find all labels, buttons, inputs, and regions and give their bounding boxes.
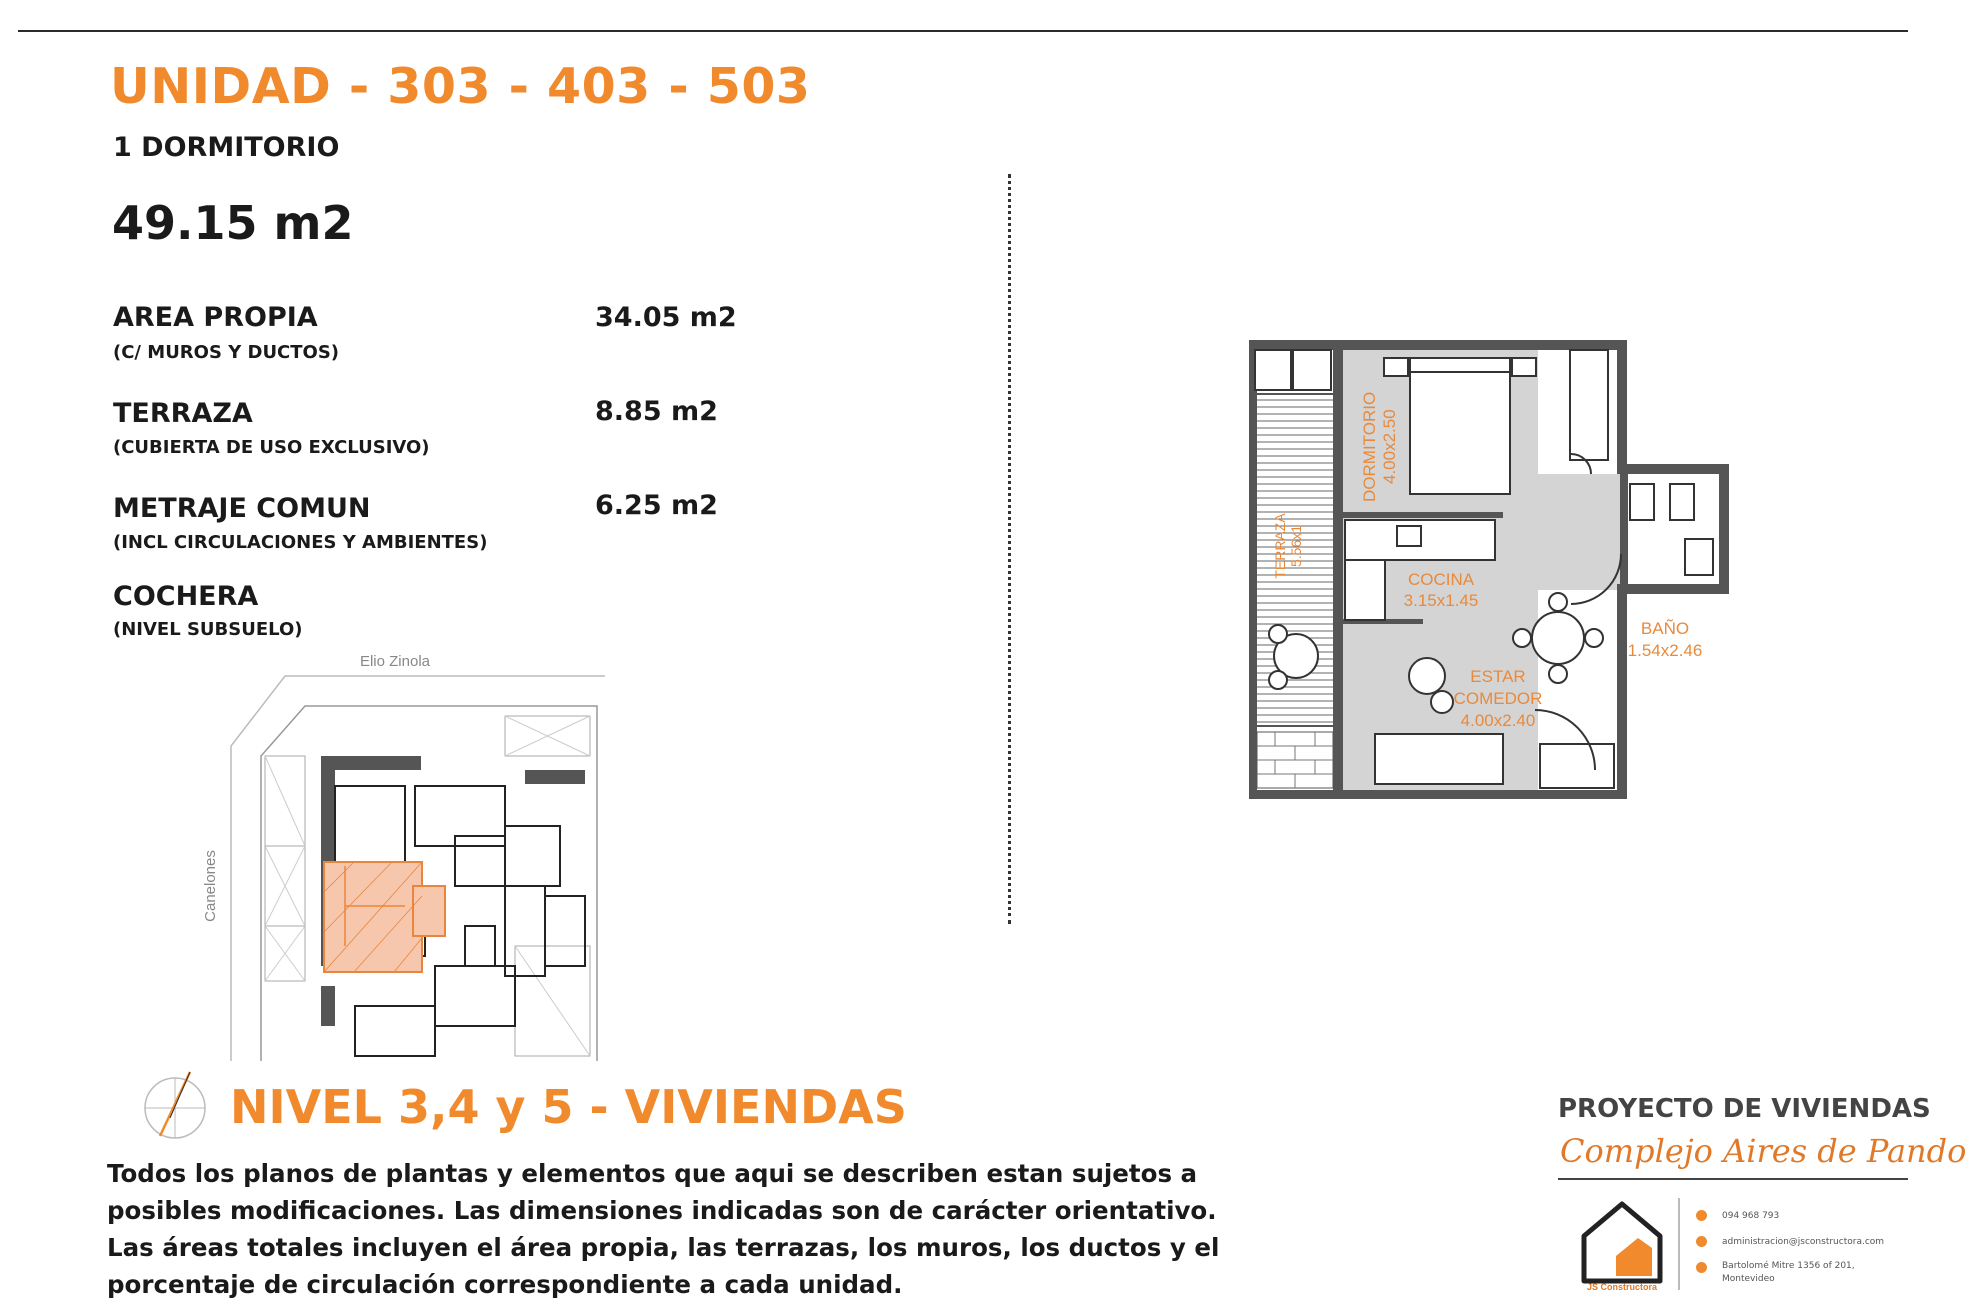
contact-phone: 094 968 793 <box>1722 1211 1780 1221</box>
area-label-cochera: COCHERA <box>113 581 259 612</box>
area-value-comun: 6.25 m2 <box>595 490 718 521</box>
north-arrow-icon <box>135 1068 215 1148</box>
phone-icon <box>1696 1210 1707 1221</box>
label-cocina: COCINA <box>1407 570 1475 589</box>
label-estar-dim: 4.00x2.40 <box>1460 711 1536 730</box>
disclaimer: Todos los planos de plantas y elementos que aqui se describen estan sujetos a posibles modificaciones. Las dimensiones indicadas son de carácter orientativo. Las áreas totales incluyen el área propia, las terrazas, los muros, los ductos y el porcentaje de circulación correspondiente a cada unidad. <box>107 1159 1220 1299</box>
company-logo <box>1572 1196 1672 1291</box>
area-value-propia: 34.05 m2 <box>595 302 737 333</box>
street-label-top: Elio Zinola <box>359 653 431 670</box>
contact-address-1: Bartolomé Mitre 1356 of 201, <box>1722 1261 1855 1271</box>
site-plan <box>202 646 620 1066</box>
location-icon <box>1696 1262 1707 1273</box>
label-comedor: COMEDOR <box>1453 689 1543 708</box>
logo-divider <box>1678 1198 1680 1290</box>
label-estar: ESTAR <box>1470 667 1526 686</box>
area-note-comun: (INCL CIRCULACIONES Y AMBIENTES) <box>113 532 488 553</box>
contact-address-2: Montevideo <box>1722 1274 1775 1284</box>
top-rule <box>18 30 1908 32</box>
project-underline <box>1558 1178 1908 1180</box>
unit-subtitle: 1 DORMITORIO <box>113 132 340 163</box>
company-name: JS Constructora <box>1586 1282 1658 1292</box>
area-note-terraza: (CUBIERTA DE USO EXCLUSIVO) <box>113 437 430 458</box>
label-bano: BAÑO <box>1640 619 1690 638</box>
area-label-propia: AREA PROPIA <box>113 302 318 333</box>
terrace-brick <box>1257 732 1333 788</box>
project-heading: PROYECTO DE VIVIENDAS <box>1558 1094 1931 1124</box>
label-dormitorio: DORMITORIO <box>1360 391 1379 502</box>
highlighted-unit <box>324 862 445 972</box>
floor-plan <box>1245 334 1735 804</box>
label-terraza-dim: 5.56x1 <box>1288 524 1304 568</box>
total-area: 49.15 m2 <box>112 196 354 250</box>
street-label-left: Canelones <box>202 850 219 922</box>
area-label-comun: METRAJE COMUN <box>113 493 371 524</box>
label-terraza: TERRAZA <box>1272 513 1288 579</box>
label-dormitorio-dim: 4.00x2.50 <box>1380 409 1399 484</box>
area-note-cochera: (NIVEL SUBSUELO) <box>113 619 303 640</box>
project-name: Complejo Aires de Pando <box>1560 1132 1966 1170</box>
contact-email: administracion@jsconstructora.com <box>1722 1237 1885 1247</box>
area-label-terraza: TERRAZA <box>113 398 253 429</box>
label-cocina-dim: 3.15x1.45 <box>1403 591 1479 610</box>
label-bano-dim: 1.54x2.46 <box>1627 641 1703 660</box>
unit-title: UNIDAD - 303 - 403 - 503 <box>110 58 811 115</box>
email-icon <box>1696 1236 1707 1247</box>
level-title: NIVEL 3,4 y 5 - VIVIENDAS <box>230 1080 907 1134</box>
area-value-terraza: 8.85 m2 <box>595 396 718 427</box>
area-note-propia: (C/ MUROS Y DUCTOS) <box>113 342 340 363</box>
divider-dotted <box>1008 174 1011 924</box>
